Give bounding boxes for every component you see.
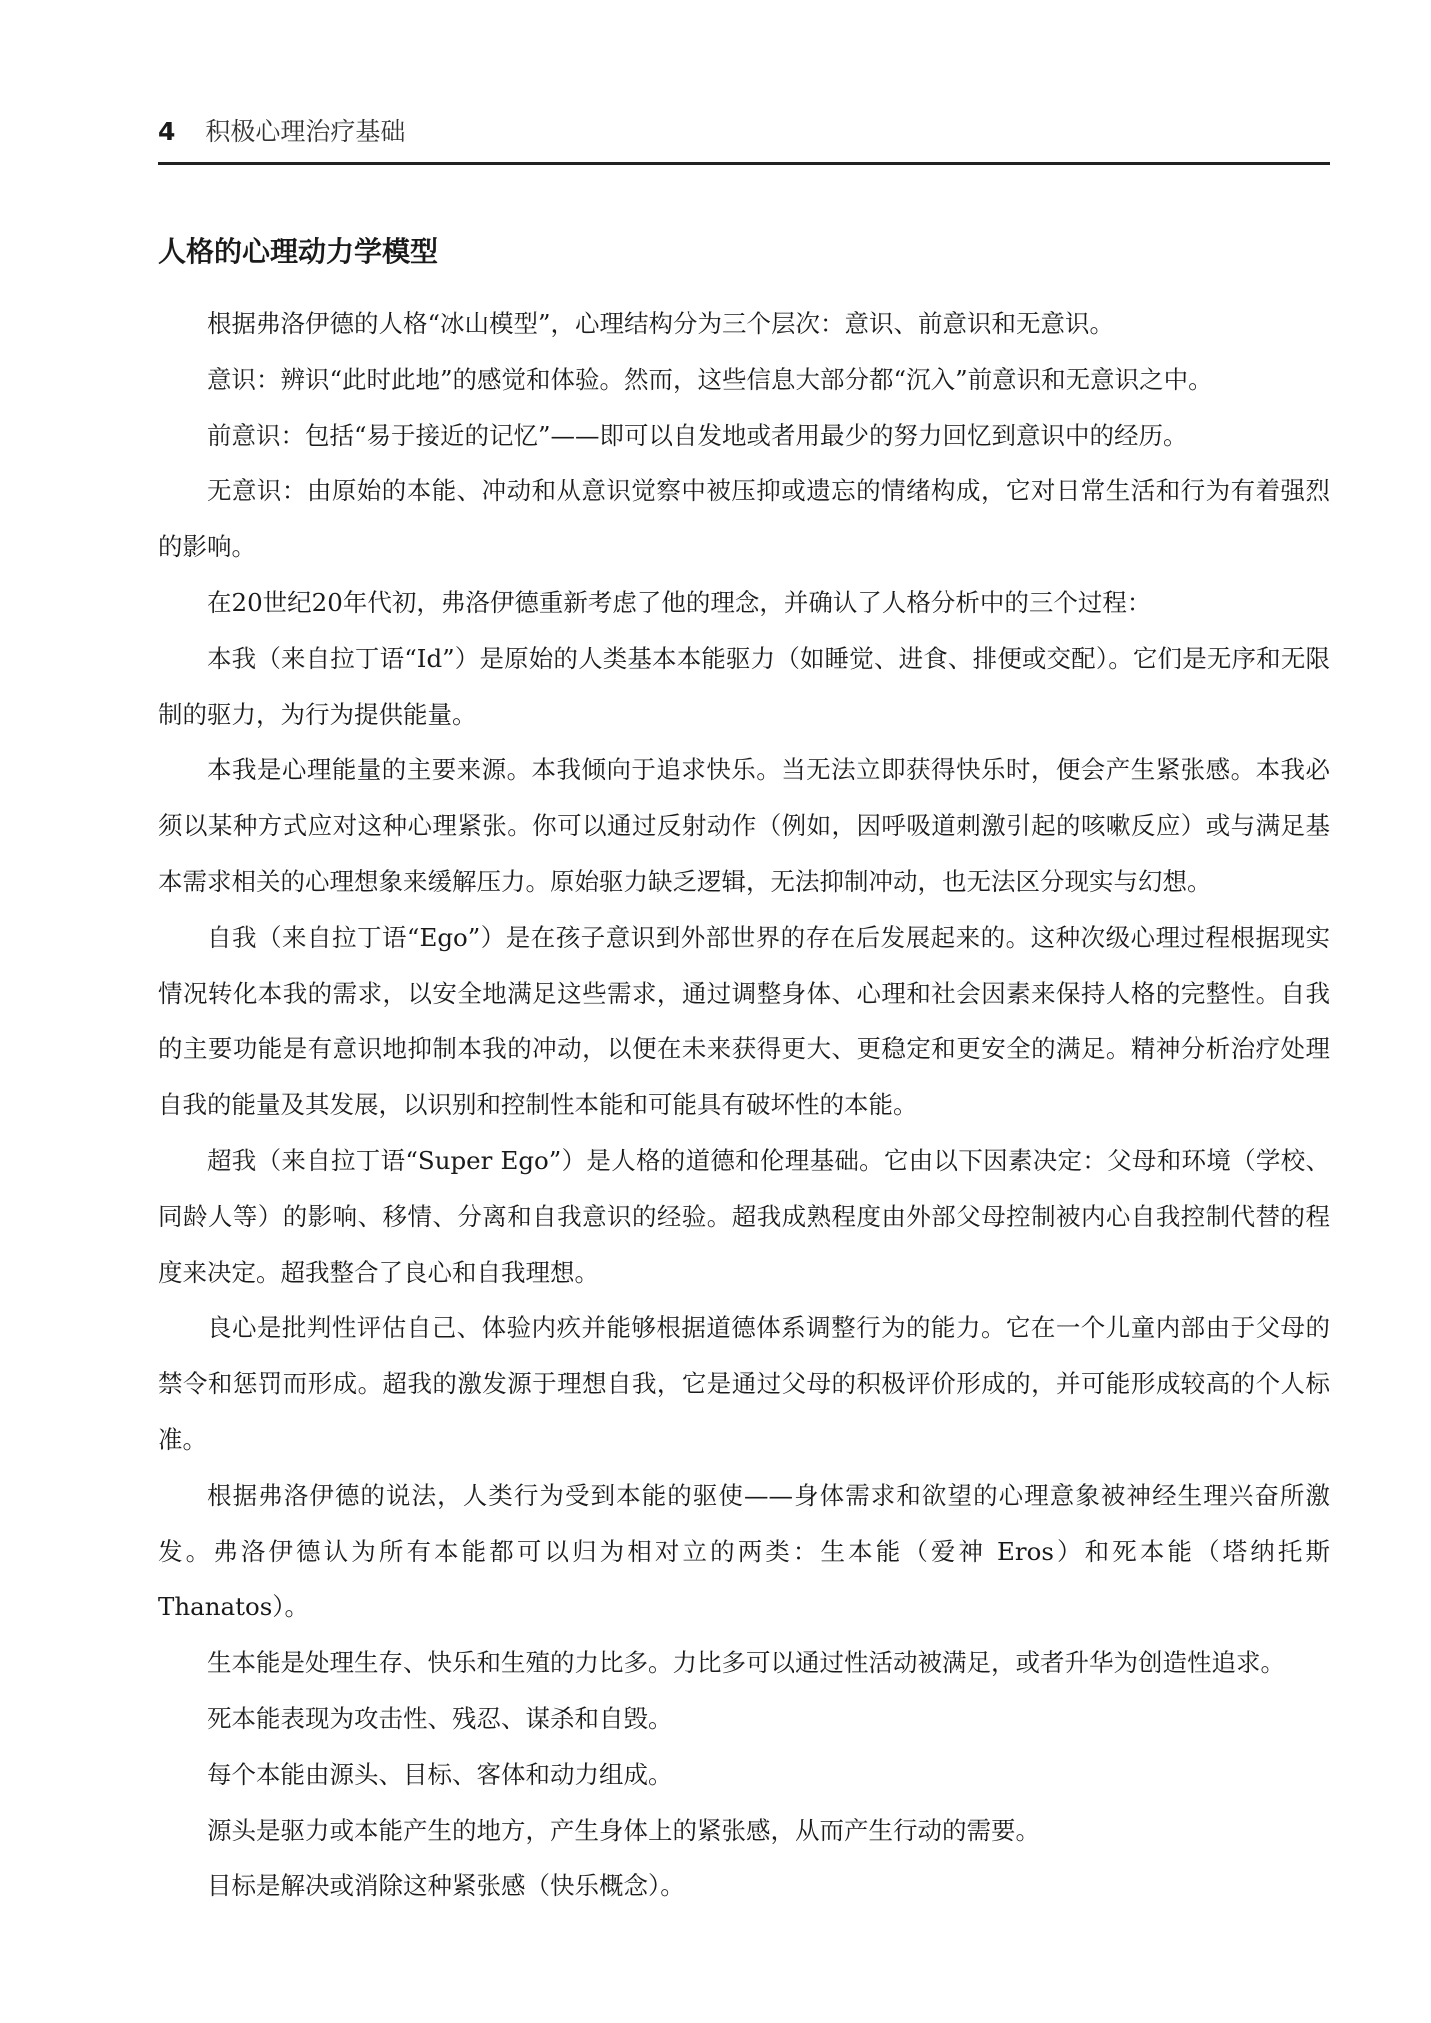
paragraph-text: 每个本能由源头、目标、客体和动力组成。 xyxy=(207,1759,673,1789)
paragraph-three-processes xyxy=(158,575,1330,631)
paragraph-term: 意识 xyxy=(207,364,256,394)
running-head xyxy=(158,112,1330,165)
paragraph-text: 在20世纪20年代初，弗洛伊德重新考虑了他的理念，并确认了人格分析中的三个过程： xyxy=(207,587,1152,617)
paragraph-preconscious xyxy=(158,408,1330,464)
paragraph-term: 超我 xyxy=(207,1145,257,1175)
paragraph-text: 表现为攻击性、残忍、谋杀和自毁。 xyxy=(280,1703,673,1733)
paragraph-term: 本我 xyxy=(207,643,257,673)
paragraph-ego xyxy=(158,910,1330,1133)
paragraph-text: 是处理生存、快乐和生殖的力比多。力比多可以通过性活动被满足，或者升华为创造性追求。 xyxy=(280,1648,1285,1678)
paragraph-life-instinct xyxy=(158,1635,1330,1691)
section-title: 人格的心理动力学模型 xyxy=(158,235,439,268)
paragraph-unconscious xyxy=(158,463,1330,575)
paragraph-text: ：辨识“此时此地”的感觉和体验。然而，这些信息大部分都“沉入”前意识和无意识之中。 xyxy=(256,364,1213,394)
paragraph-text: 根据弗洛伊德的人格“冰山模型”，心理结构分为三个层次：意识、前意识和无意识。 xyxy=(207,309,1115,338)
paragraph-text: （来自拉丁语“Super Ego”）是人格的道德和伦理基础。它由以下因素决定：父母和环境（学校、同龄人等）的影响、移情、分离和自我意识的经验。超我成熟程度由外部父母控制被内心自我控制代替的程度来决定。超我整合了良心和自我理想。 xyxy=(158,1145,1331,1287)
paragraph-instinct-components xyxy=(158,1747,1330,1803)
paragraph-superego xyxy=(158,1133,1330,1300)
paragraph-id xyxy=(158,631,1330,743)
paragraph-term: 自我 xyxy=(207,922,257,952)
paragraph-id-energy xyxy=(158,742,1330,909)
paragraph-term: 源头 xyxy=(207,1815,256,1845)
paragraph-conscious xyxy=(158,352,1330,408)
paragraph-term: 生本能 xyxy=(207,1648,281,1678)
paragraph-text: （来自拉丁语“Ego”）是在孩子意识到外部世界的存在后发展起来的。这种次级心理过程根据现实情况转化本我的需求，以安全地满足这些需求，通过调整身体、心理和社会因素来保持人格的完整性。自我的主要功能是有意识地抑制本我的冲动，以便在未来获得更大、更稳定和更安全的满足。精神分析治疗处理自我的能量及其发展，以识别和控制性本能和可能具有破坏性的本能。 xyxy=(158,922,1330,1120)
paragraph-term: 前意识 xyxy=(207,420,281,450)
paragraph-text: 是驱力或本能产生的地方，产生身体上的紧张感，从而产生行动的需要。 xyxy=(256,1815,1040,1845)
page-number: 4 xyxy=(158,117,176,146)
paragraph-iceberg-model xyxy=(158,296,1330,352)
paragraph-text: 根据弗洛伊德的说法，人类行为受到本能的驱使——身体需求和欲望的心理意象被神经生理兴奋所激发。弗洛伊德认为所有本能都可以归为相对立的两类：生本能（爱神 Eros）和死本能（塔纳托斯 Thanatos）。 xyxy=(158,1480,1330,1622)
paragraph-term: 无意识 xyxy=(207,476,282,506)
book-title: 积极心理治疗基础 xyxy=(205,117,406,146)
paragraph-text: ：包括“易于接近的记忆”——即可以自发地或者用最少的努力回忆到意识中的经历。 xyxy=(280,420,1188,450)
paragraph-source xyxy=(158,1803,1330,1859)
paragraph-conscience xyxy=(158,1300,1330,1467)
paragraph-text: 良心是批判性评估自己、体验内疚并能够根据道德体系调整行为的能力。它在一个儿童内部由于父母的禁令和惩罚而形成。超我的激发源于理想自我，它是通过父母的积极评价形成的，并可能形成较高的个人标准。 xyxy=(158,1313,1330,1454)
paragraph-aim xyxy=(158,1858,1330,1914)
paragraph-death-instinct xyxy=(158,1691,1330,1747)
paragraph-term: 死本能 xyxy=(207,1703,281,1733)
paragraph-text: 是解决或消除这种紧张感（快乐概念）。 xyxy=(256,1871,685,1901)
body-text xyxy=(158,296,1330,1914)
paragraph-text: 本我是心理能量的主要来源。本我倾向于追求快乐。当无法立即获得快乐时，便会产生紧张感。本我必须以某种方式应对这种心理紧张。你可以通过反射动作（例如，因呼吸道刺激引起的咳嗽反应）或与满足基本需求相关的心理想象来缓解压力。原始驱力缺乏逻辑，无法抑制冲动，也无法区分现实与幻想。 xyxy=(158,755,1330,896)
paragraph-text: ：由原始的本能、冲动和从意识觉察中被压抑或遗忘的情绪构成，它对日常生活和行为有着强烈的影响。 xyxy=(158,476,1331,562)
paragraph-text: （来自拉丁语“Id”）是原始的人类基本本能驱力（如睡觉、进食、排便或交配）。它们是无序和无限制的驱力，为行为提供能量。 xyxy=(158,643,1330,729)
paragraph-term: 目标 xyxy=(207,1871,256,1901)
paragraph-instincts xyxy=(158,1468,1330,1635)
